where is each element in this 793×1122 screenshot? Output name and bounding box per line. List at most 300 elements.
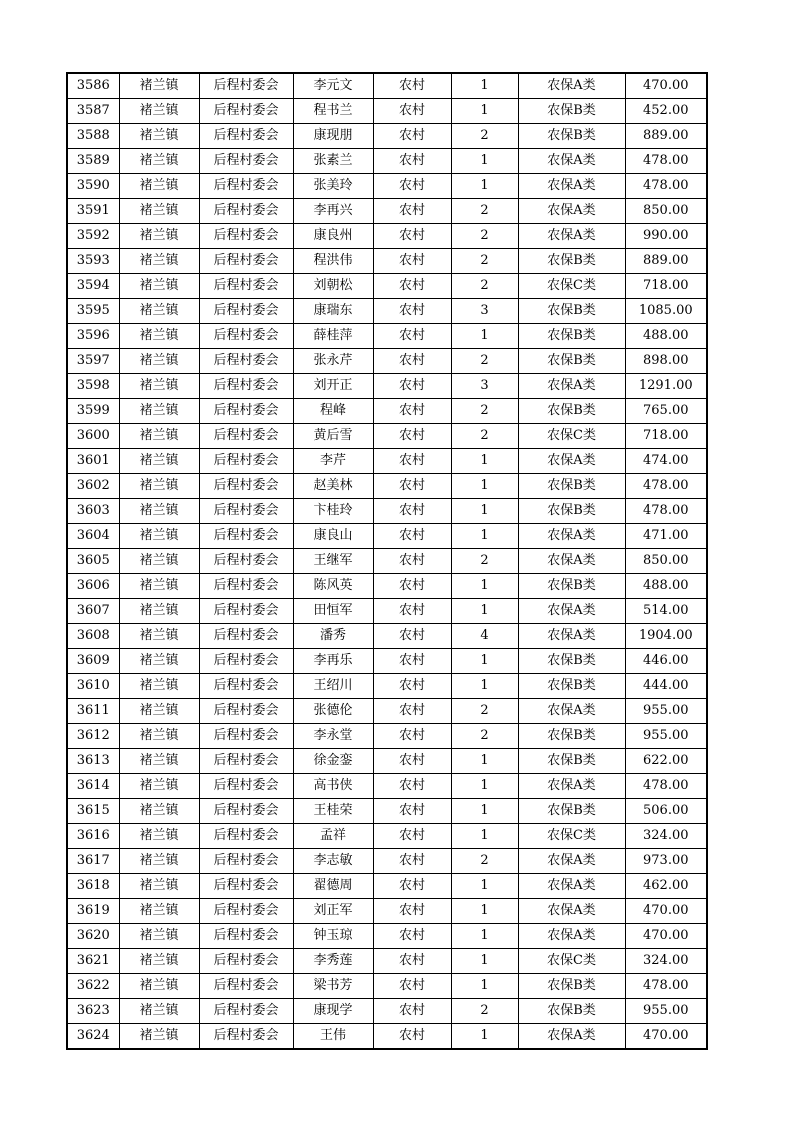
town-cell: 褚兰镇 bbox=[119, 724, 199, 749]
person-name-cell: 程书兰 bbox=[293, 99, 373, 124]
table-row bbox=[67, 174, 707, 199]
row-number-cell: 3616 bbox=[67, 824, 119, 849]
amount-cell: 488.00 bbox=[625, 324, 707, 349]
household-type-cell: 农村 bbox=[373, 774, 451, 799]
town-cell: 褚兰镇 bbox=[119, 449, 199, 474]
row-number-cell: 3586 bbox=[67, 73, 119, 99]
person-name-cell: 刘正军 bbox=[293, 899, 373, 924]
family-size-cell: 1 bbox=[451, 449, 518, 474]
amount-cell: 478.00 bbox=[625, 149, 707, 174]
amount-cell: 470.00 bbox=[625, 73, 707, 99]
row-number-cell: 3610 bbox=[67, 674, 119, 699]
amount-cell: 718.00 bbox=[625, 274, 707, 299]
village-committee-cell: 后程村委会 bbox=[199, 374, 293, 399]
family-size-cell: 1 bbox=[451, 649, 518, 674]
family-size-cell: 1 bbox=[451, 324, 518, 349]
insurance-category-cell: 农保B类 bbox=[518, 399, 625, 424]
amount-cell: 850.00 bbox=[625, 199, 707, 224]
family-size-cell: 1 bbox=[451, 174, 518, 199]
table-row bbox=[67, 324, 707, 349]
row-number-cell: 3595 bbox=[67, 299, 119, 324]
village-committee-cell: 后程村委会 bbox=[199, 349, 293, 374]
insurance-category-cell: 农保B类 bbox=[518, 574, 625, 599]
village-committee-cell: 后程村委会 bbox=[199, 674, 293, 699]
amount-cell: 324.00 bbox=[625, 824, 707, 849]
amount-cell: 470.00 bbox=[625, 924, 707, 949]
row-number-cell: 3613 bbox=[67, 749, 119, 774]
insurance-category-cell: 农保A类 bbox=[518, 224, 625, 249]
family-size-cell: 1 bbox=[451, 574, 518, 599]
village-committee-cell: 后程村委会 bbox=[199, 499, 293, 524]
person-name-cell: 赵美林 bbox=[293, 474, 373, 499]
insurance-category-cell: 农保B类 bbox=[518, 124, 625, 149]
household-type-cell: 农村 bbox=[373, 274, 451, 299]
family-size-cell: 2 bbox=[451, 249, 518, 274]
town-cell: 褚兰镇 bbox=[119, 574, 199, 599]
row-number-cell: 3623 bbox=[67, 999, 119, 1024]
person-name-cell: 田恒军 bbox=[293, 599, 373, 624]
village-committee-cell: 后程村委会 bbox=[199, 599, 293, 624]
household-type-cell: 农村 bbox=[373, 899, 451, 924]
town-cell: 褚兰镇 bbox=[119, 1024, 199, 1050]
person-name-cell: 卞桂玲 bbox=[293, 499, 373, 524]
table-row bbox=[67, 649, 707, 674]
row-number-cell: 3617 bbox=[67, 849, 119, 874]
table-row bbox=[67, 924, 707, 949]
family-size-cell: 2 bbox=[451, 424, 518, 449]
table-row bbox=[67, 499, 707, 524]
town-cell: 褚兰镇 bbox=[119, 824, 199, 849]
village-committee-cell: 后程村委会 bbox=[199, 549, 293, 574]
person-name-cell: 张素兰 bbox=[293, 149, 373, 174]
person-name-cell: 李芹 bbox=[293, 449, 373, 474]
household-type-cell: 农村 bbox=[373, 99, 451, 124]
insurance-category-cell: 农保B类 bbox=[518, 724, 625, 749]
family-size-cell: 2 bbox=[451, 124, 518, 149]
town-cell: 褚兰镇 bbox=[119, 424, 199, 449]
row-number-cell: 3620 bbox=[67, 924, 119, 949]
town-cell: 褚兰镇 bbox=[119, 599, 199, 624]
village-committee-cell: 后程村委会 bbox=[199, 924, 293, 949]
insurance-category-cell: 农保A类 bbox=[518, 774, 625, 799]
village-committee-cell: 后程村委会 bbox=[199, 274, 293, 299]
table-row bbox=[67, 624, 707, 649]
village-committee-cell: 后程村委会 bbox=[199, 124, 293, 149]
row-number-cell: 3599 bbox=[67, 399, 119, 424]
town-cell: 褚兰镇 bbox=[119, 749, 199, 774]
row-number-cell: 3587 bbox=[67, 99, 119, 124]
town-cell: 褚兰镇 bbox=[119, 124, 199, 149]
amount-cell: 622.00 bbox=[625, 749, 707, 774]
family-size-cell: 2 bbox=[451, 549, 518, 574]
family-size-cell: 1 bbox=[451, 499, 518, 524]
amount-cell: 973.00 bbox=[625, 849, 707, 874]
person-name-cell: 潘秀 bbox=[293, 624, 373, 649]
person-name-cell: 薛桂萍 bbox=[293, 324, 373, 349]
table-row bbox=[67, 774, 707, 799]
insurance-category-cell: 农保A类 bbox=[518, 199, 625, 224]
village-committee-cell: 后程村委会 bbox=[199, 974, 293, 999]
household-type-cell: 农村 bbox=[373, 699, 451, 724]
amount-cell: 889.00 bbox=[625, 249, 707, 274]
village-committee-cell: 后程村委会 bbox=[199, 949, 293, 974]
family-size-cell: 1 bbox=[451, 774, 518, 799]
household-type-cell: 农村 bbox=[373, 224, 451, 249]
amount-cell: 1904.00 bbox=[625, 624, 707, 649]
table-row bbox=[67, 699, 707, 724]
family-size-cell: 1 bbox=[451, 899, 518, 924]
household-type-cell: 农村 bbox=[373, 174, 451, 199]
row-number-cell: 3603 bbox=[67, 499, 119, 524]
household-type-cell: 农村 bbox=[373, 649, 451, 674]
row-number-cell: 3594 bbox=[67, 274, 119, 299]
village-committee-cell: 后程村委会 bbox=[199, 299, 293, 324]
insurance-category-cell: 农保B类 bbox=[518, 674, 625, 699]
household-type-cell: 农村 bbox=[373, 599, 451, 624]
household-type-cell: 农村 bbox=[373, 949, 451, 974]
person-name-cell: 翟德周 bbox=[293, 874, 373, 899]
village-committee-cell: 后程村委会 bbox=[199, 899, 293, 924]
village-committee-cell: 后程村委会 bbox=[199, 474, 293, 499]
table-row bbox=[67, 249, 707, 274]
town-cell: 褚兰镇 bbox=[119, 499, 199, 524]
table-row bbox=[67, 574, 707, 599]
family-size-cell: 1 bbox=[451, 73, 518, 99]
person-name-cell: 孟祥 bbox=[293, 824, 373, 849]
village-committee-cell: 后程村委会 bbox=[199, 649, 293, 674]
insurance-category-cell: 农保B类 bbox=[518, 799, 625, 824]
insurance-category-cell: 农保B类 bbox=[518, 249, 625, 274]
row-number-cell: 3605 bbox=[67, 549, 119, 574]
table-body bbox=[67, 73, 707, 1049]
family-size-cell: 1 bbox=[451, 1024, 518, 1050]
household-type-cell: 农村 bbox=[373, 149, 451, 174]
town-cell: 褚兰镇 bbox=[119, 274, 199, 299]
household-type-cell: 农村 bbox=[373, 924, 451, 949]
family-size-cell: 1 bbox=[451, 674, 518, 699]
town-cell: 褚兰镇 bbox=[119, 849, 199, 874]
person-name-cell: 刘开正 bbox=[293, 374, 373, 399]
household-type-cell: 农村 bbox=[373, 324, 451, 349]
insurance-category-cell: 农保A类 bbox=[518, 449, 625, 474]
person-name-cell: 李再乐 bbox=[293, 649, 373, 674]
amount-cell: 478.00 bbox=[625, 499, 707, 524]
amount-cell: 446.00 bbox=[625, 649, 707, 674]
village-committee-cell: 后程村委会 bbox=[199, 249, 293, 274]
row-number-cell: 3609 bbox=[67, 649, 119, 674]
household-type-cell: 农村 bbox=[373, 299, 451, 324]
assistance-table bbox=[66, 72, 708, 1050]
row-number-cell: 3591 bbox=[67, 199, 119, 224]
row-number-cell: 3618 bbox=[67, 874, 119, 899]
household-type-cell: 农村 bbox=[373, 999, 451, 1024]
table-row bbox=[67, 124, 707, 149]
table-row bbox=[67, 374, 707, 399]
village-committee-cell: 后程村委会 bbox=[199, 849, 293, 874]
row-number-cell: 3611 bbox=[67, 699, 119, 724]
town-cell: 褚兰镇 bbox=[119, 199, 199, 224]
person-name-cell: 高书侠 bbox=[293, 774, 373, 799]
village-committee-cell: 后程村委会 bbox=[199, 199, 293, 224]
household-type-cell: 农村 bbox=[373, 874, 451, 899]
row-number-cell: 3615 bbox=[67, 799, 119, 824]
table-row bbox=[67, 849, 707, 874]
family-size-cell: 2 bbox=[451, 349, 518, 374]
household-type-cell: 农村 bbox=[373, 674, 451, 699]
town-cell: 褚兰镇 bbox=[119, 549, 199, 574]
amount-cell: 955.00 bbox=[625, 999, 707, 1024]
household-type-cell: 农村 bbox=[373, 749, 451, 774]
insurance-category-cell: 农保A类 bbox=[518, 849, 625, 874]
town-cell: 褚兰镇 bbox=[119, 224, 199, 249]
amount-cell: 514.00 bbox=[625, 599, 707, 624]
table-row bbox=[67, 149, 707, 174]
amount-cell: 955.00 bbox=[625, 699, 707, 724]
row-number-cell: 3619 bbox=[67, 899, 119, 924]
town-cell: 褚兰镇 bbox=[119, 174, 199, 199]
family-size-cell: 1 bbox=[451, 874, 518, 899]
amount-cell: 478.00 bbox=[625, 774, 707, 799]
amount-cell: 324.00 bbox=[625, 949, 707, 974]
row-number-cell: 3597 bbox=[67, 349, 119, 374]
insurance-category-cell: 农保A类 bbox=[518, 549, 625, 574]
family-size-cell: 2 bbox=[451, 724, 518, 749]
family-size-cell: 1 bbox=[451, 474, 518, 499]
town-cell: 褚兰镇 bbox=[119, 649, 199, 674]
person-name-cell: 李元文 bbox=[293, 73, 373, 99]
person-name-cell: 康良州 bbox=[293, 224, 373, 249]
village-committee-cell: 后程村委会 bbox=[199, 399, 293, 424]
family-size-cell: 1 bbox=[451, 824, 518, 849]
person-name-cell: 李志敏 bbox=[293, 849, 373, 874]
town-cell: 褚兰镇 bbox=[119, 99, 199, 124]
town-cell: 褚兰镇 bbox=[119, 799, 199, 824]
village-committee-cell: 后程村委会 bbox=[199, 799, 293, 824]
table-row bbox=[67, 999, 707, 1024]
village-committee-cell: 后程村委会 bbox=[199, 1024, 293, 1050]
person-name-cell: 王桂荣 bbox=[293, 799, 373, 824]
row-number-cell: 3598 bbox=[67, 374, 119, 399]
household-type-cell: 农村 bbox=[373, 799, 451, 824]
person-name-cell: 康瑞东 bbox=[293, 299, 373, 324]
table-row bbox=[67, 449, 707, 474]
household-type-cell: 农村 bbox=[373, 1024, 451, 1050]
insurance-category-cell: 农保B类 bbox=[518, 99, 625, 124]
insurance-category-cell: 农保A类 bbox=[518, 149, 625, 174]
amount-cell: 470.00 bbox=[625, 1024, 707, 1050]
table-row bbox=[67, 524, 707, 549]
town-cell: 褚兰镇 bbox=[119, 349, 199, 374]
table-row bbox=[67, 274, 707, 299]
amount-cell: 444.00 bbox=[625, 674, 707, 699]
family-size-cell: 1 bbox=[451, 99, 518, 124]
table-row bbox=[67, 224, 707, 249]
household-type-cell: 农村 bbox=[373, 824, 451, 849]
family-size-cell: 2 bbox=[451, 224, 518, 249]
household-type-cell: 农村 bbox=[373, 449, 451, 474]
family-size-cell: 1 bbox=[451, 524, 518, 549]
village-committee-cell: 后程村委会 bbox=[199, 174, 293, 199]
family-size-cell: 1 bbox=[451, 749, 518, 774]
row-number-cell: 3614 bbox=[67, 774, 119, 799]
table-row bbox=[67, 599, 707, 624]
table-row bbox=[67, 949, 707, 974]
town-cell: 褚兰镇 bbox=[119, 399, 199, 424]
town-cell: 褚兰镇 bbox=[119, 949, 199, 974]
insurance-category-cell: 农保C类 bbox=[518, 949, 625, 974]
household-type-cell: 农村 bbox=[373, 424, 451, 449]
table-row bbox=[67, 799, 707, 824]
family-size-cell: 1 bbox=[451, 974, 518, 999]
insurance-category-cell: 农保B类 bbox=[518, 299, 625, 324]
person-name-cell: 钟玉琼 bbox=[293, 924, 373, 949]
family-size-cell: 2 bbox=[451, 199, 518, 224]
amount-cell: 474.00 bbox=[625, 449, 707, 474]
town-cell: 褚兰镇 bbox=[119, 474, 199, 499]
insurance-category-cell: 农保B类 bbox=[518, 649, 625, 674]
family-size-cell: 1 bbox=[451, 799, 518, 824]
person-name-cell: 李秀莲 bbox=[293, 949, 373, 974]
table-row bbox=[67, 724, 707, 749]
village-committee-cell: 后程村委会 bbox=[199, 624, 293, 649]
insurance-category-cell: 农保A类 bbox=[518, 73, 625, 99]
row-number-cell: 3592 bbox=[67, 224, 119, 249]
insurance-category-cell: 农保A类 bbox=[518, 1024, 625, 1050]
table-row bbox=[67, 899, 707, 924]
town-cell: 褚兰镇 bbox=[119, 524, 199, 549]
insurance-category-cell: 农保A类 bbox=[518, 624, 625, 649]
town-cell: 褚兰镇 bbox=[119, 874, 199, 899]
village-committee-cell: 后程村委会 bbox=[199, 774, 293, 799]
amount-cell: 452.00 bbox=[625, 99, 707, 124]
amount-cell: 850.00 bbox=[625, 549, 707, 574]
table-row bbox=[67, 674, 707, 699]
insurance-category-cell: 农保C类 bbox=[518, 274, 625, 299]
village-committee-cell: 后程村委会 bbox=[199, 699, 293, 724]
village-committee-cell: 后程村委会 bbox=[199, 999, 293, 1024]
household-type-cell: 农村 bbox=[373, 73, 451, 99]
village-committee-cell: 后程村委会 bbox=[199, 824, 293, 849]
amount-cell: 1085.00 bbox=[625, 299, 707, 324]
row-number-cell: 3622 bbox=[67, 974, 119, 999]
row-number-cell: 3608 bbox=[67, 624, 119, 649]
amount-cell: 462.00 bbox=[625, 874, 707, 899]
insurance-category-cell: 农保B类 bbox=[518, 974, 625, 999]
household-type-cell: 农村 bbox=[373, 124, 451, 149]
family-size-cell: 2 bbox=[451, 399, 518, 424]
row-number-cell: 3588 bbox=[67, 124, 119, 149]
village-committee-cell: 后程村委会 bbox=[199, 574, 293, 599]
household-type-cell: 农村 bbox=[373, 574, 451, 599]
family-size-cell: 2 bbox=[451, 999, 518, 1024]
amount-cell: 478.00 bbox=[625, 974, 707, 999]
household-type-cell: 农村 bbox=[373, 374, 451, 399]
table-row bbox=[67, 299, 707, 324]
town-cell: 褚兰镇 bbox=[119, 299, 199, 324]
insurance-category-cell: 农保B类 bbox=[518, 349, 625, 374]
insurance-category-cell: 农保A类 bbox=[518, 174, 625, 199]
household-type-cell: 农村 bbox=[373, 249, 451, 274]
person-name-cell: 黄后雪 bbox=[293, 424, 373, 449]
table-row bbox=[67, 424, 707, 449]
household-type-cell: 农村 bbox=[373, 524, 451, 549]
row-number-cell: 3612 bbox=[67, 724, 119, 749]
person-name-cell: 李永堂 bbox=[293, 724, 373, 749]
amount-cell: 506.00 bbox=[625, 799, 707, 824]
village-committee-cell: 后程村委会 bbox=[199, 324, 293, 349]
table-row bbox=[67, 824, 707, 849]
household-type-cell: 农村 bbox=[373, 624, 451, 649]
village-committee-cell: 后程村委会 bbox=[199, 424, 293, 449]
row-number-cell: 3607 bbox=[67, 599, 119, 624]
household-type-cell: 农村 bbox=[373, 724, 451, 749]
town-cell: 褚兰镇 bbox=[119, 999, 199, 1024]
household-type-cell: 农村 bbox=[373, 499, 451, 524]
town-cell: 褚兰镇 bbox=[119, 73, 199, 99]
insurance-category-cell: 农保A类 bbox=[518, 899, 625, 924]
insurance-category-cell: 农保B类 bbox=[518, 999, 625, 1024]
person-name-cell: 刘朝松 bbox=[293, 274, 373, 299]
person-name-cell: 梁书芳 bbox=[293, 974, 373, 999]
person-name-cell: 康良山 bbox=[293, 524, 373, 549]
table-row bbox=[67, 99, 707, 124]
household-type-cell: 农村 bbox=[373, 199, 451, 224]
amount-cell: 718.00 bbox=[625, 424, 707, 449]
insurance-category-cell: 农保B类 bbox=[518, 324, 625, 349]
family-size-cell: 3 bbox=[451, 374, 518, 399]
insurance-category-cell: 农保B类 bbox=[518, 474, 625, 499]
amount-cell: 488.00 bbox=[625, 574, 707, 599]
table-row bbox=[67, 73, 707, 99]
row-number-cell: 3596 bbox=[67, 324, 119, 349]
town-cell: 褚兰镇 bbox=[119, 624, 199, 649]
amount-cell: 765.00 bbox=[625, 399, 707, 424]
household-type-cell: 农村 bbox=[373, 849, 451, 874]
family-size-cell: 2 bbox=[451, 699, 518, 724]
amount-cell: 1291.00 bbox=[625, 374, 707, 399]
village-committee-cell: 后程村委会 bbox=[199, 724, 293, 749]
amount-cell: 990.00 bbox=[625, 224, 707, 249]
family-size-cell: 2 bbox=[451, 274, 518, 299]
village-committee-cell: 后程村委会 bbox=[199, 73, 293, 99]
town-cell: 褚兰镇 bbox=[119, 974, 199, 999]
household-type-cell: 农村 bbox=[373, 349, 451, 374]
insurance-category-cell: 农保C类 bbox=[518, 424, 625, 449]
row-number-cell: 3589 bbox=[67, 149, 119, 174]
village-committee-cell: 后程村委会 bbox=[199, 524, 293, 549]
town-cell: 褚兰镇 bbox=[119, 699, 199, 724]
village-committee-cell: 后程村委会 bbox=[199, 149, 293, 174]
town-cell: 褚兰镇 bbox=[119, 249, 199, 274]
table-row bbox=[67, 349, 707, 374]
family-size-cell: 1 bbox=[451, 599, 518, 624]
person-name-cell: 康现朋 bbox=[293, 124, 373, 149]
person-name-cell: 王继军 bbox=[293, 549, 373, 574]
household-type-cell: 农村 bbox=[373, 474, 451, 499]
town-cell: 褚兰镇 bbox=[119, 324, 199, 349]
row-number-cell: 3604 bbox=[67, 524, 119, 549]
town-cell: 褚兰镇 bbox=[119, 924, 199, 949]
insurance-category-cell: 农保A类 bbox=[518, 374, 625, 399]
table-row bbox=[67, 474, 707, 499]
town-cell: 褚兰镇 bbox=[119, 674, 199, 699]
person-name-cell: 李再兴 bbox=[293, 199, 373, 224]
town-cell: 褚兰镇 bbox=[119, 774, 199, 799]
insurance-category-cell: 农保A类 bbox=[518, 924, 625, 949]
amount-cell: 889.00 bbox=[625, 124, 707, 149]
village-committee-cell: 后程村委会 bbox=[199, 874, 293, 899]
insurance-category-cell: 农保C类 bbox=[518, 824, 625, 849]
